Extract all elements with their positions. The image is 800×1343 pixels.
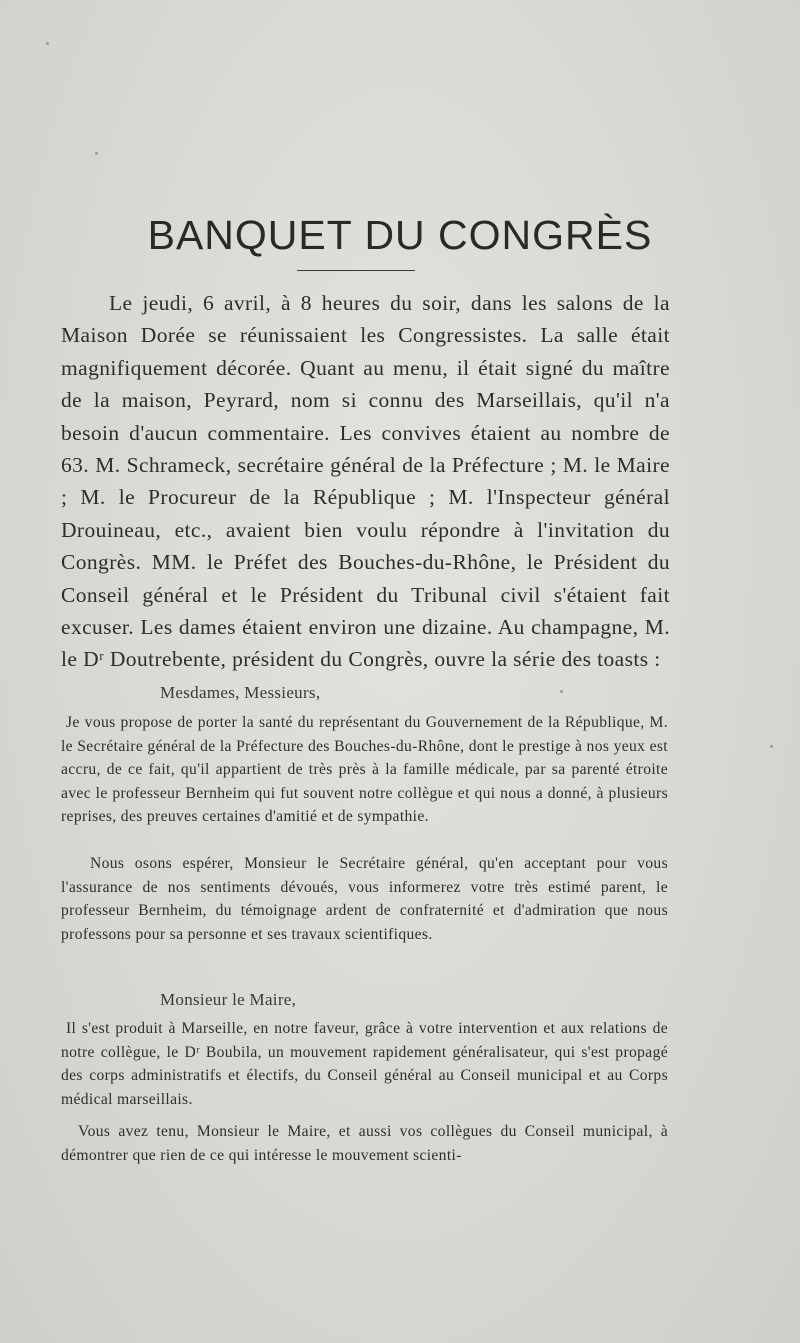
title-rule-divider: [297, 270, 415, 271]
salutation-mesdames-messieurs: Mesdames, Messieurs,: [160, 683, 321, 702]
speech-paragraph-4: Vous avez tenu, Monsieur le Maire, et aussi vos collègues du Conseil municipal, à démontrer que rien de ce qui intéresse le mouvement scienti-: [61, 1123, 668, 1164]
paper-speck: [46, 42, 49, 45]
salutation-monsieur-le-maire: Monsieur le Maire,: [160, 990, 297, 1009]
page-title: BANQUET DU CONGRÈS: [147, 212, 653, 258]
paper-speck: [95, 152, 98, 155]
paper-speck: [770, 745, 773, 748]
speech-paragraph-3: Il s'est produit à Marseille, en notre faveur, grâce à votre intervention et aux relations de notre collègue, le Dʳ Boubila, un mouvement rapidement généralisateur, qui s'est propagé des corps administratifs et électifs, du Conseil général au Conseil municipal et au Corps médical marseillais.: [61, 1020, 668, 1108]
speech-paragraph-1: Je vous propose de porter la santé du représentant du Gouvernement de la République, M. le Secrétaire général de la Préfecture des Bouches-du-Rhône, dont le prestige à nos yeux est accru, de ce fait, qu'il appartient de très près à la famille médicale, par sa parenté étroite avec le professeur Bernheim qui fut souvent notre collègue et qui nous a donné, à plusieurs reprises, des preuves certaines d'amitié et de sympathie.: [61, 714, 668, 826]
speech-paragraph-2: Nous osons espérer, Monsieur le Secrétaire général, qu'en acceptant pour vous l'assurance de nos sentiments dévoués, vous informerez votre très estimé parent, le professeur Bernheim, du témoignage ardent de confraternité et d'admiration que nous professons pour sa personne et ses travaux scientifiques.: [61, 855, 668, 943]
paper-speck: [560, 690, 563, 693]
intro-paragraph: Le jeudi, 6 avril, à 8 heures du soir, dans les salons de la Maison Dorée se réunissaient les Congressistes. La salle était magnifiquement décorée. Quant au menu, il était signé du maître de la maison, Peyrard, nom si connu des Marseillais, qu'il n'a besoin d'aucun commentaire. Les convives étaient au nombre de 63. M. Schrameck, secrétaire général de la Préfecture ; M. le Maire ; M. le Procureur de la République ; M. l'Inspecteur général Drouineau, etc., avaient bien voulu répondre à l'invitation du Congrès. MM. le Préfet des Bouches-du-Rhône, le Président du Conseil général et le Président du Tribunal civil s'étaient fait excuser. Les dames étaient environ une dizaine. Au champagne, M. le Dʳ Doutrebente, président du Congrès, ouvre la série des toasts :: [61, 291, 670, 672]
